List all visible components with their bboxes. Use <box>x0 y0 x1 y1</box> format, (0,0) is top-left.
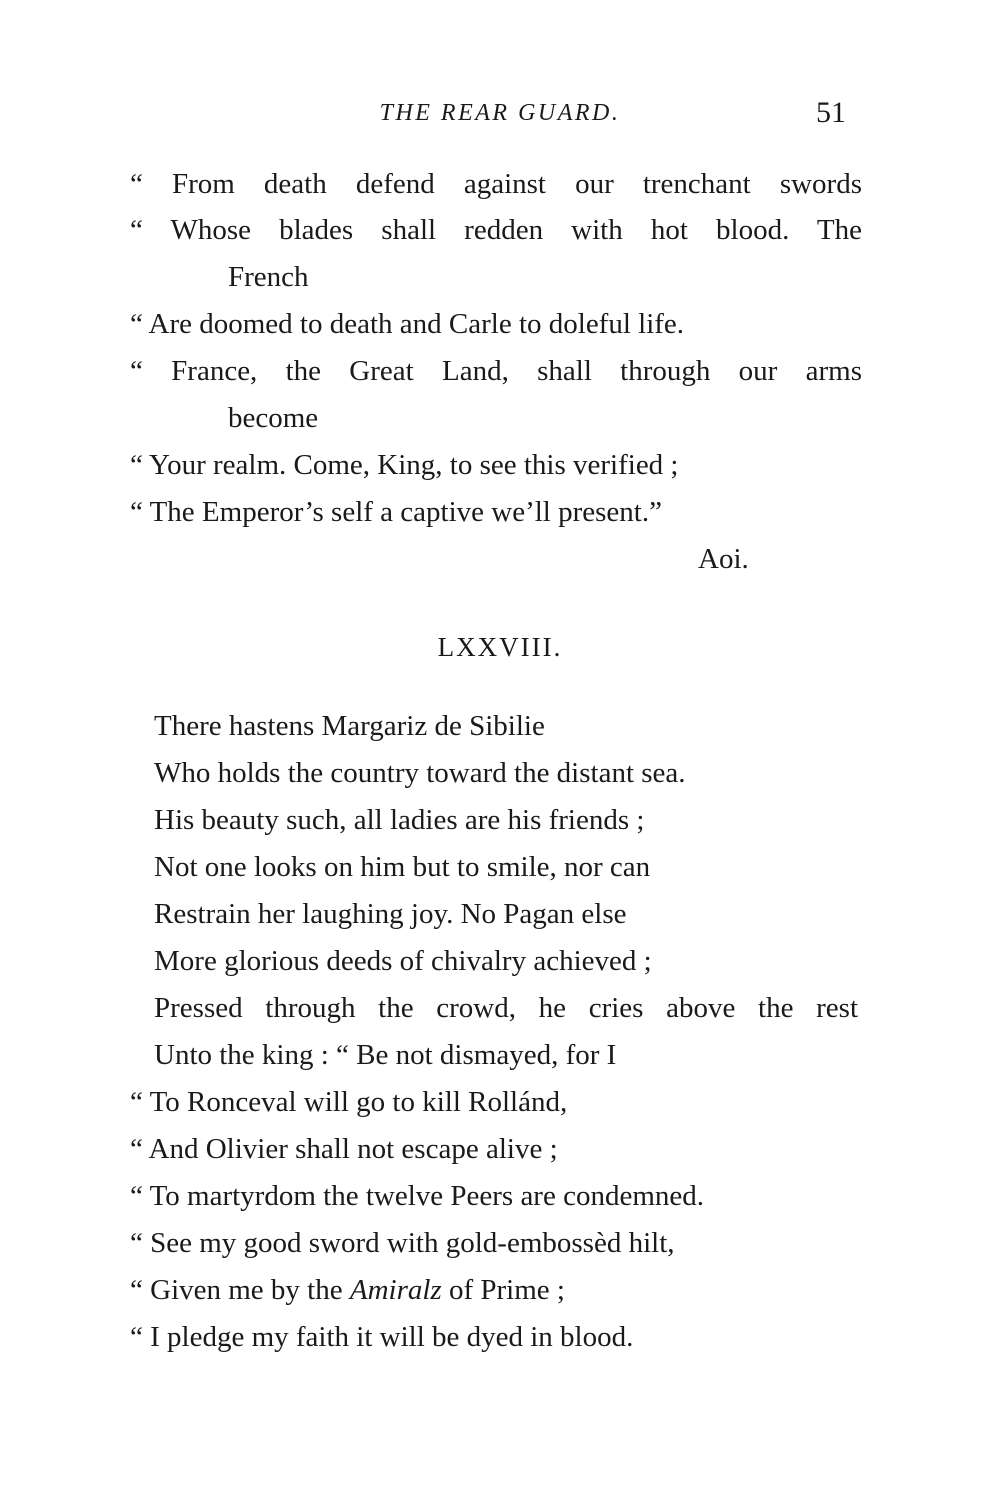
verse-line: “ And Olivier shall not escape alive ; <box>130 1133 558 1165</box>
verse-line: Not one looks on him but to smile, nor can <box>154 851 651 883</box>
italic-word: Amiralz <box>349 1274 442 1306</box>
verse-line: “ France, the Great Land, shall through our arms <box>130 355 862 387</box>
verse-line: “ Are doomed to death and Carle to doleful life. <box>130 308 685 340</box>
verse-line-continuation: become <box>228 402 319 434</box>
verse-line: “ From death defend against our trenchant swords <box>130 168 862 200</box>
verse-line: There hastens Margariz de Sibilie <box>154 710 545 742</box>
verse-line: “ Whose blades shall redden with hot blood. The <box>130 214 862 246</box>
verse-line <box>130 1273 565 1307</box>
verse-fragment: “ Given me by the <box>130 1274 350 1306</box>
page-number: 51 <box>816 96 846 129</box>
verse-line: Unto the king : “ Be not dismayed, for I <box>154 1039 617 1071</box>
verse-line: “ To Ronceval will go to kill Rollánd, <box>130 1086 568 1118</box>
verse-line-continuation: French <box>228 261 309 293</box>
verse-line: Restrain her laughing joy. No Pagan else <box>154 898 627 930</box>
verse-fragment: of Prime ; <box>441 1274 565 1306</box>
verse-line: Pressed through the crowd, he cries above the rest <box>154 992 858 1024</box>
section-heading: LXXVIII. <box>437 632 563 662</box>
verse-line: “ Your realm. Come, King, to see this verified ; <box>130 449 679 481</box>
verse-line: “ To martyrdom the twelve Peers are condemned. <box>130 1180 705 1212</box>
running-head <box>0 92 1000 132</box>
verse-line: “ I pledge my faith it will be dyed in blood. <box>130 1321 634 1353</box>
verse-line: “ The Emperor’s self a captive we’ll present.” <box>130 496 662 528</box>
refrain-aoi: Aoi. <box>698 543 749 575</box>
verse-line: “ See my good sword with gold-embossèd hilt, <box>130 1227 675 1259</box>
running-title: THE REAR GUARD. <box>379 100 621 126</box>
verse-line: His beauty such, all ladies are his friends ; <box>154 804 645 836</box>
verse-line: Who holds the country toward the distant sea. <box>154 757 686 789</box>
verse-line: More glorious deeds of chivalry achieved ; <box>154 945 652 977</box>
